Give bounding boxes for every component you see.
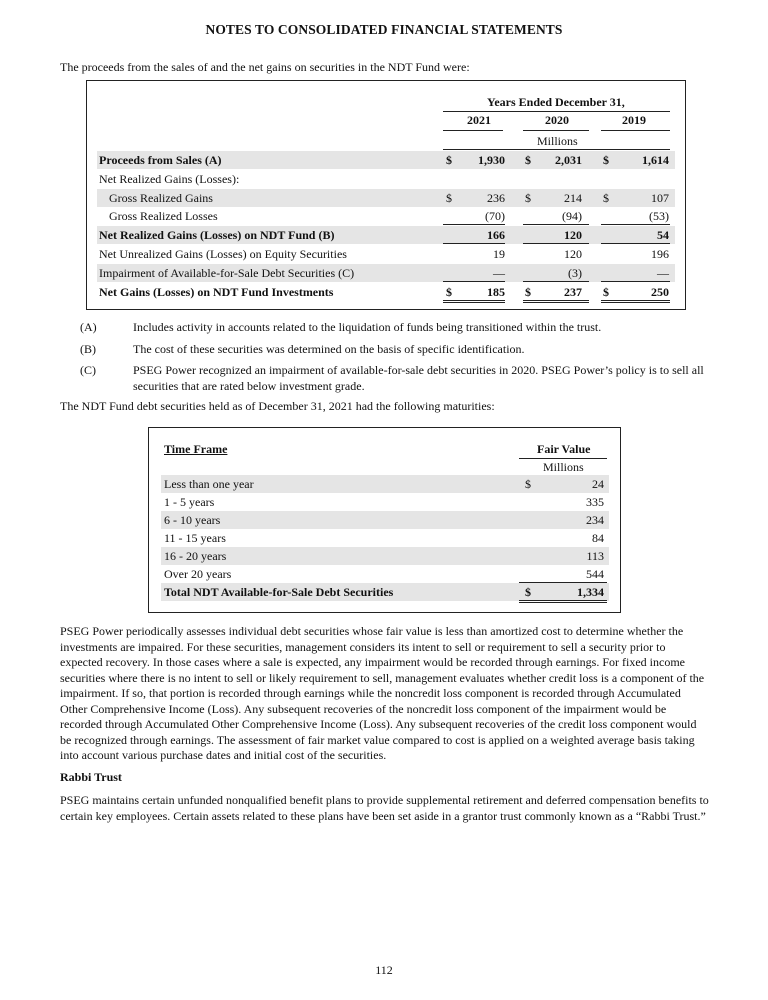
value-cell: (3) xyxy=(568,265,582,280)
dollar-sign: $ xyxy=(525,585,531,599)
list-item xyxy=(161,475,609,493)
year-underline xyxy=(523,130,589,131)
rabbi-trust-heading: Rabbi Trust xyxy=(60,770,122,784)
value-cell: 234 xyxy=(586,513,604,527)
table-row xyxy=(97,245,675,263)
fair-value-underline xyxy=(519,458,607,459)
row-label: Over 20 years xyxy=(164,567,232,581)
dollar-sign: $ xyxy=(446,153,452,167)
row-label: 1 - 5 years xyxy=(164,495,215,509)
row-label: Impairment of Available-for-Sale Debt Securities (C) xyxy=(99,265,355,280)
value-cell: 54 xyxy=(657,228,669,243)
year-underline xyxy=(601,130,670,131)
list-item xyxy=(161,583,609,601)
dollar-sign: $ xyxy=(525,190,531,205)
column-double-underline xyxy=(519,600,607,603)
period-header-underline xyxy=(443,111,670,112)
proceeds-table xyxy=(86,80,686,310)
units-label: Millions xyxy=(543,460,584,474)
dollar-sign: $ xyxy=(603,153,609,167)
value-cell: 544 xyxy=(586,567,604,581)
row-label: Total NDT Available-for-Sale Debt Securities xyxy=(164,585,394,599)
units-label: Millions xyxy=(537,134,578,148)
period-header: Years Ended December 31, xyxy=(487,95,625,109)
value-cell: 120 xyxy=(564,247,582,261)
value-cell: 236 xyxy=(487,190,505,205)
table-row xyxy=(97,226,675,244)
table-row xyxy=(97,207,675,225)
value-cell: 113 xyxy=(586,549,604,563)
row-label: Net Gains (Losses) on NDT Fund Investments xyxy=(99,284,334,299)
time-frame-header: Time Frame xyxy=(164,442,228,456)
value-cell: 237 xyxy=(564,284,582,299)
units-underline xyxy=(443,149,670,150)
dollar-sign: $ xyxy=(446,190,452,205)
dollar-sign: $ xyxy=(525,284,531,299)
intro-paragraph: The proceeds from the sales of and the net gains on securities in the NDT Fund were: xyxy=(60,60,470,74)
column-double-underline xyxy=(601,300,670,303)
value-cell: 166 xyxy=(487,228,505,243)
value-cell: (94) xyxy=(562,209,582,224)
value-cell: 19 xyxy=(493,247,505,261)
row-label: 11 - 15 years xyxy=(164,531,226,545)
row-label: Proceeds from Sales (A) xyxy=(99,153,222,167)
row-label: 16 - 20 years xyxy=(164,549,227,563)
list-item xyxy=(161,547,609,565)
footnote-b-letter: (B) xyxy=(80,342,96,356)
column-double-underline xyxy=(443,300,505,303)
year-underline xyxy=(443,130,503,131)
value-cell: 250 xyxy=(651,284,669,299)
table-row xyxy=(97,170,675,188)
dollar-sign: $ xyxy=(446,284,452,299)
value-cell: 2,031 xyxy=(555,153,582,167)
row-label: Net Unrealized Gains (Losses) on Equity Securities xyxy=(99,247,347,261)
page-number: 112 xyxy=(375,963,393,977)
row-label: Net Realized Gains (Losses) on NDT Fund (B) xyxy=(99,228,335,243)
list-item xyxy=(161,493,609,511)
footnote-c-letter: (C) xyxy=(80,363,96,377)
value-cell: — xyxy=(657,265,669,280)
value-cell: (53) xyxy=(649,209,669,224)
value-cell: 107 xyxy=(651,190,669,205)
year-header-2021: 2021 xyxy=(467,113,491,127)
footnote-a-letter: (A) xyxy=(80,320,97,334)
year-header-2019: 2019 xyxy=(622,113,646,127)
fair-value-header: Fair Value xyxy=(537,442,591,456)
row-label: Net Realized Gains (Losses): xyxy=(99,171,240,186)
value-cell: 1,614 xyxy=(642,153,669,167)
value-cell: 120 xyxy=(564,228,582,243)
value-cell: 1,334 xyxy=(577,585,604,599)
rabbi-trust-paragraph: PSEG maintains certain unfunded nonqualified benefit plans to provide supplemental retirement and deferred compensation benefits to certain key employees. Certain assets related to these plans have been set aside in a grantor trust commonly known as a “Rabbi Trust.” xyxy=(60,793,709,823)
value-cell: — xyxy=(493,265,505,280)
list-item xyxy=(161,529,609,547)
column-double-underline xyxy=(523,300,589,303)
year-header-2020: 2020 xyxy=(545,113,569,127)
dollar-sign: $ xyxy=(525,477,531,491)
dollar-sign: $ xyxy=(525,153,531,167)
value-cell: 214 xyxy=(564,190,582,205)
value-cell: 84 xyxy=(592,531,604,545)
footnote-a-text: Includes activity in accounts related to the liquidation of funds being transitioned within the trust. xyxy=(133,320,602,334)
table-row xyxy=(97,151,675,169)
dollar-sign: $ xyxy=(603,190,609,205)
value-cell: 335 xyxy=(586,495,604,509)
value-cell: 185 xyxy=(487,284,505,299)
footnote-b-text: The cost of these securities was determined on the basis of specific identification. xyxy=(133,342,525,356)
value-cell: 24 xyxy=(592,477,604,491)
row-label: 6 - 10 years xyxy=(164,513,221,527)
value-cell: 1,930 xyxy=(478,153,505,167)
value-cell: (70) xyxy=(485,209,505,224)
table-row xyxy=(97,264,675,282)
row-label: Gross Realized Losses xyxy=(109,209,218,224)
value-cell: 196 xyxy=(651,247,669,261)
page-title: NOTES TO CONSOLIDATED FINANCIAL STATEMENTS xyxy=(205,22,563,37)
maturities-intro: The NDT Fund debt securities held as of December 31, 2021 had the following maturities: xyxy=(60,399,495,413)
list-item xyxy=(161,565,609,583)
row-label: Gross Realized Gains xyxy=(109,190,213,205)
footnote-c-text: PSEG Power recognized an impairment of available-for-sale debt securities in 2020. PSEG Power’s policy is to sell all securities that are rated below investment grade. xyxy=(133,363,704,393)
table-row xyxy=(97,189,675,207)
list-item xyxy=(161,511,609,529)
impairment-paragraph: PSEG Power periodically assesses individual debt securities whose fair value is less than amortized cost to determine whether the investments are impaired. For these securities, management considers its intent to sell or requirement to sell a security prior to expected recovery. In those cases where a sale is expected, any impairment would be recorded through earnings. For fixed income securities where there is no intent to sell or likely requirement to sell, management evaluates whether credit loss is a component of the impairment. If so, that portion is recorded through earnings while the noncredit loss component is recorded through Accumulated Other Comprehensive Income (Loss). Any subsequent recoveries of the noncredit loss component of the impairment would be recorded through Accumulated Other Comprehensive Income (Loss). Any subsequent recoveries of the credit loss component would be recognized through earnings. The assessment of fair market value compared to cost is applied on a weighted average basis taking into account various purchase dates and initial cost of the securities. xyxy=(60,624,705,762)
row-label: Less than one year xyxy=(164,477,254,491)
dollar-sign: $ xyxy=(603,284,609,299)
maturities-table xyxy=(148,427,621,613)
table-row xyxy=(97,283,675,301)
